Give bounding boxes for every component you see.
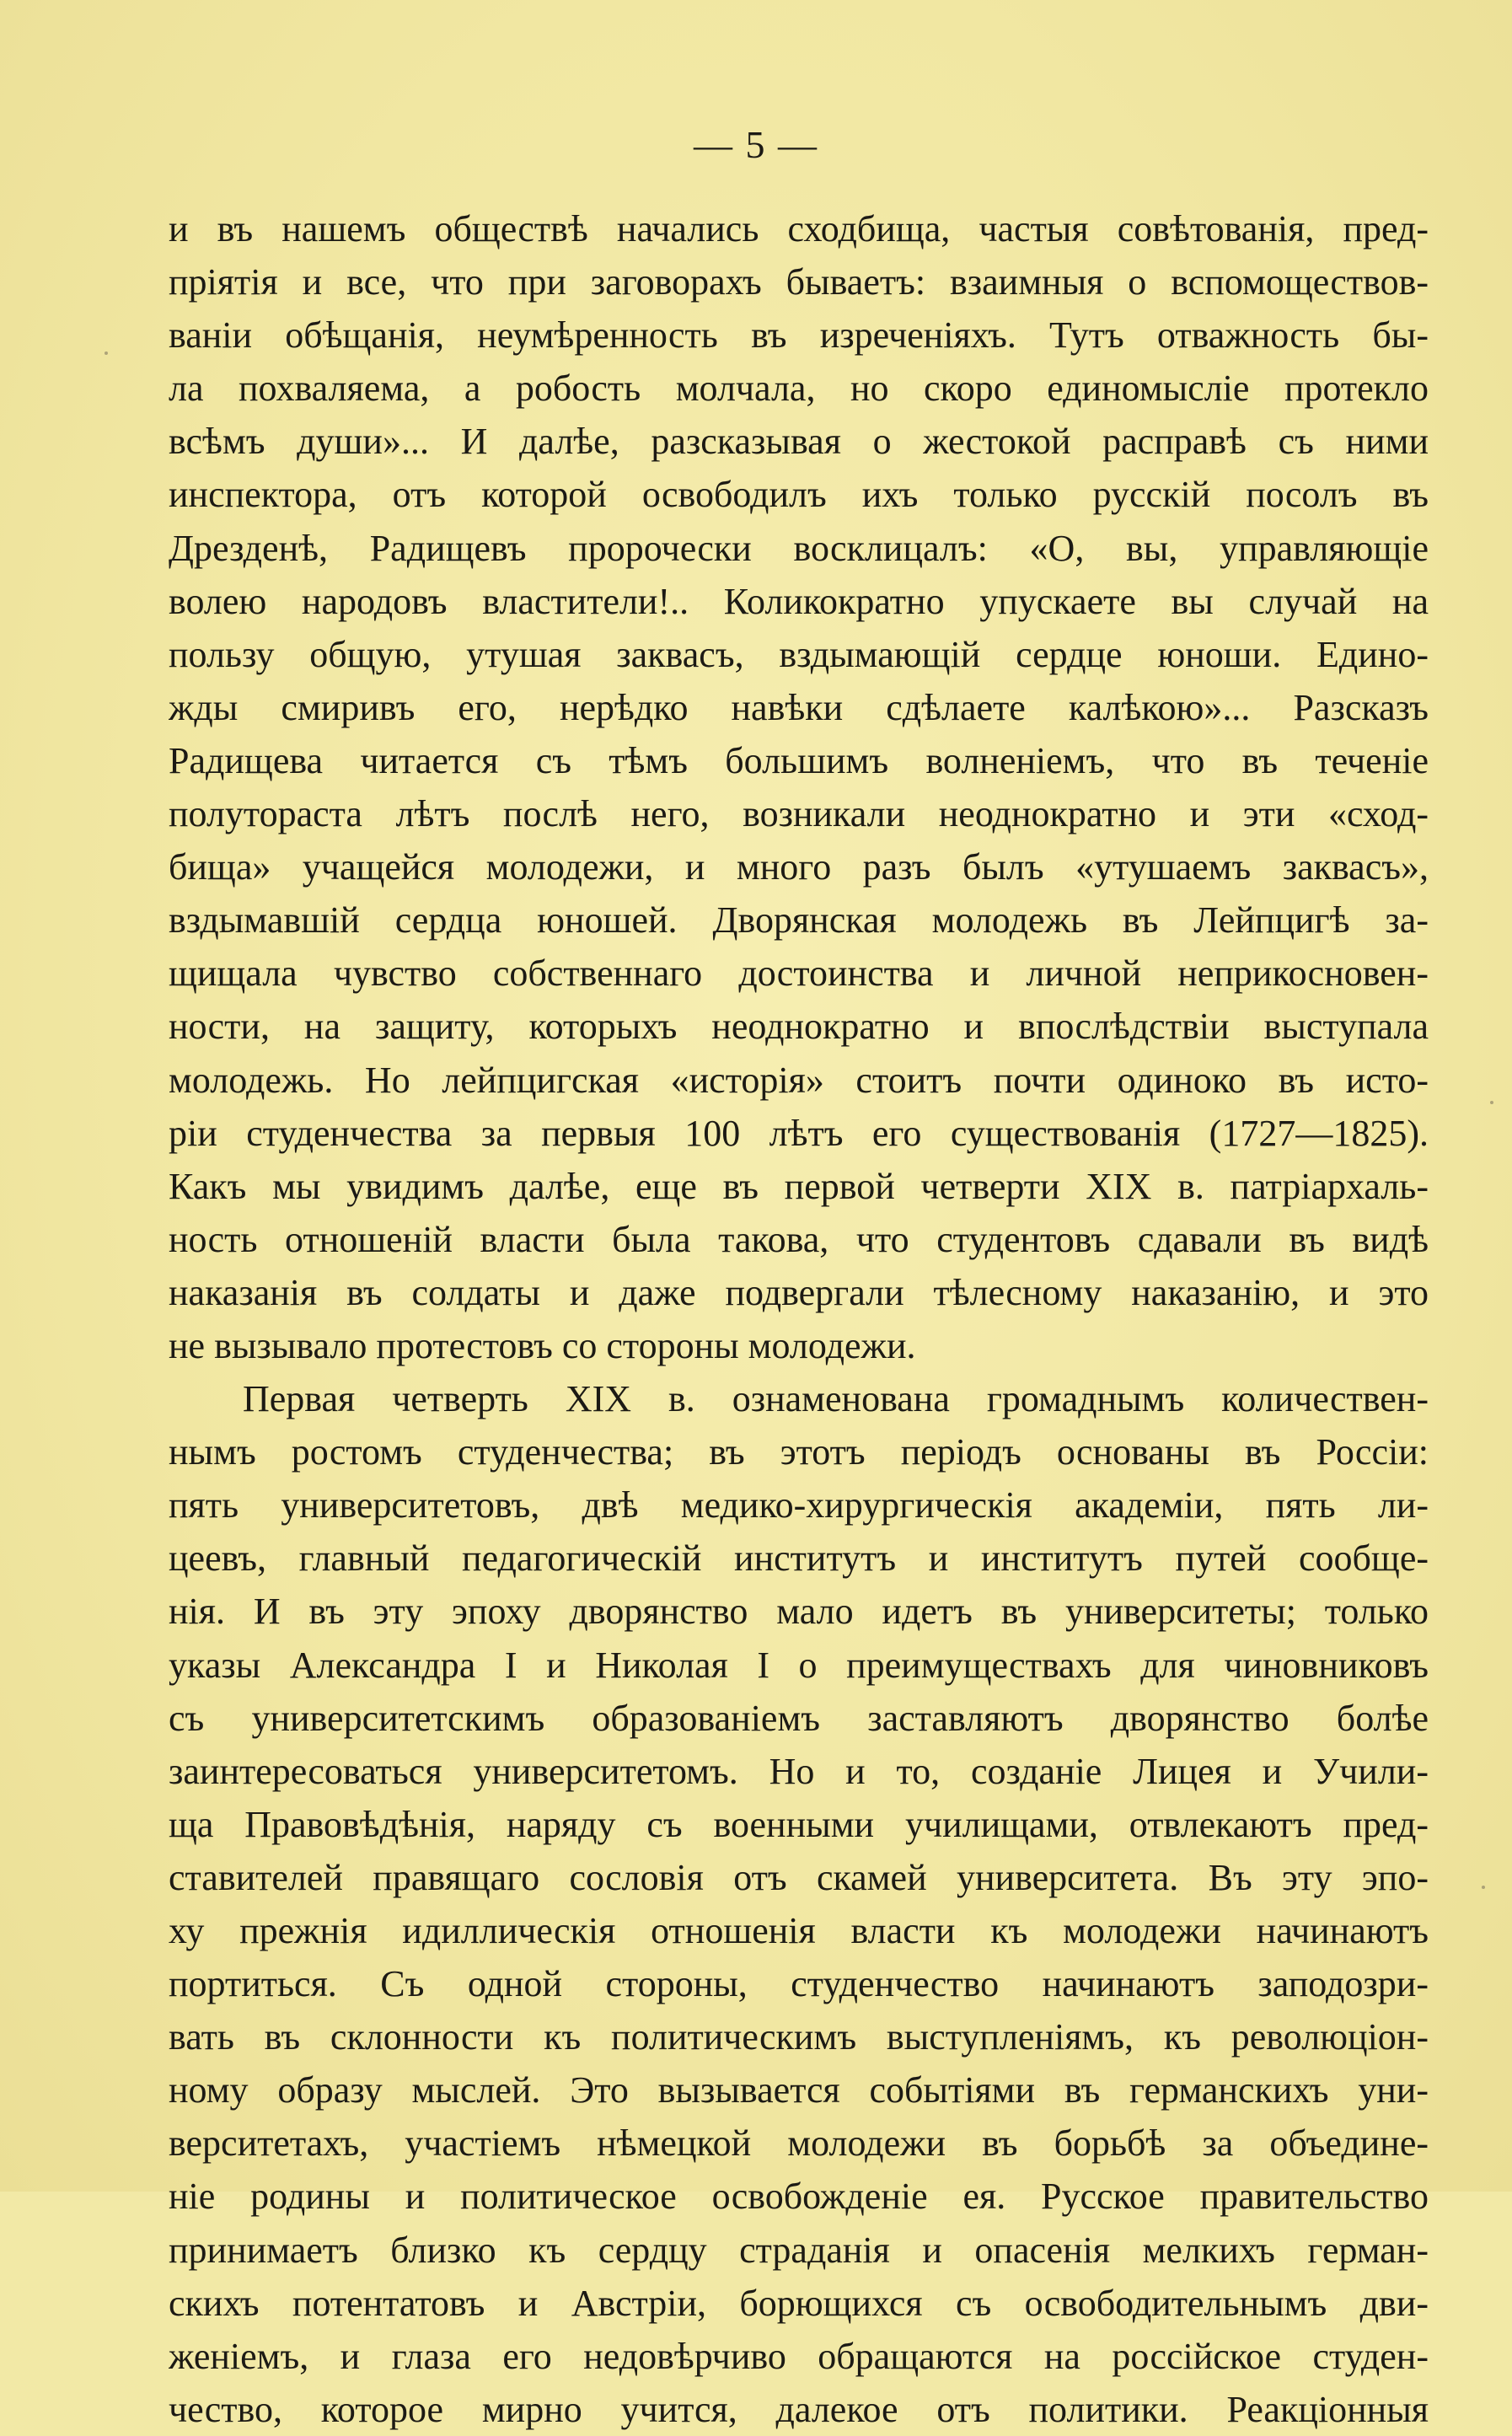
text-line: волею народовъ властители!.. Коликократно упускаете вы случай на xyxy=(169,580,1429,622)
text-line: съ университетскимъ образованіемъ заставляютъ дворянство болѣе xyxy=(169,1697,1429,1739)
text-line: нія. И въ эту эпоху дворянство мало идетъ въ университеты; только xyxy=(169,1591,1429,1633)
text-line: наказанія въ солдаты и даже подвергали тѣлесному наказанію, и это xyxy=(169,1271,1429,1313)
text-line: Радищева читается съ тѣмъ большимъ волненіемъ, что въ теченіе xyxy=(169,739,1429,781)
text-line: принимаетъ близко къ сердцу страданія и опасенія мелкихъ герман- xyxy=(169,2229,1429,2271)
paragraph-1 xyxy=(169,202,1429,1372)
text-line: Дрезденѣ, Радищевъ пророчески восклицалъ: «О, вы, управляющіе xyxy=(169,527,1429,569)
text-line: ставителей правящаго сословія отъ скамей университета. Въ эту эпо- xyxy=(169,1856,1429,1898)
text-line: жды смиривъ его, нерѣдко навѣки сдѣлаете калѣкою»... Разсказъ xyxy=(169,686,1429,728)
text-line: полутораста лѣтъ послѣ него, возникали неоднократно и эти «сход- xyxy=(169,793,1429,835)
text-line: вздымавшій сердца юношей. Дворянская молодежь въ Лейпцигѣ за- xyxy=(169,899,1429,942)
text-line: не вызывало протестовъ со стороны молодежи. xyxy=(169,1324,916,1366)
text-line: заинтересоваться университетомъ. Но и то, созданіе Лицея и Учили- xyxy=(169,1750,1429,1792)
text-line: Какъ мы увидимъ далѣе, еще въ первой четверти XIX в. патріархаль- xyxy=(169,1165,1429,1207)
text-line: и въ нашемъ обществѣ начались сходбища, частыя совѣтованія, пред- xyxy=(169,208,1429,250)
text-line: скихъ потентатовъ и Австріи, борющихся съ освободительнымъ дви- xyxy=(169,2282,1429,2324)
text-line: женіемъ, и глаза его недовѣрчиво обращаются на россійское студен- xyxy=(169,2335,1429,2377)
text-line: чество, которое мирно учится, далекое отъ политики. Реакціонныя xyxy=(169,2388,1429,2430)
text-line: ніе родины и политическое освобожденіе ея. Русское правительство xyxy=(169,2176,1429,2218)
text-line: всѣмъ души»... И далѣе, разсказывая о жестокой расправѣ съ ними xyxy=(169,421,1429,463)
text-line: указы Александра I и Николая I о преимуществахъ для чиновниковъ xyxy=(169,1644,1429,1686)
text-line: верситетахъ, участіемъ нѣмецкой молодежи въ борьбѣ за объедине- xyxy=(169,2122,1429,2165)
scan-speck xyxy=(1482,1886,1485,1889)
page-number: — 5 — xyxy=(694,123,818,166)
text-line: молодежь. Но лейпцигская «исторія» стоитъ почти одиноко въ исто- xyxy=(169,1059,1429,1101)
text-line: ла похваляема, а робость молчала, но скоро единомысліе протекло xyxy=(169,368,1429,410)
text-line: портиться. Съ одной стороны, студенчество начинаютъ заподозри- xyxy=(169,1963,1429,2005)
text-line: пріятія и все, что при заговорахъ бываетъ: взаимныя о вспомоществов- xyxy=(169,261,1429,303)
text-line: ху прежнія идиллическія отношенія власти къ молодежи начинаютъ xyxy=(169,1910,1429,1951)
text-line: ріи студенчества за первыя 100 лѣтъ его существованія (1727—1825). xyxy=(169,1112,1429,1154)
text-line: нымъ ростомъ студенчества; въ этотъ періодъ основаны въ Россіи: xyxy=(169,1431,1429,1473)
text-line: ность отношеній власти была такова, что студентовъ сдавали въ видѣ xyxy=(169,1218,1429,1260)
text-line: ща Правовѣдѣнія, наряду съ военными училищами, отвлекаютъ пред- xyxy=(169,1803,1429,1845)
text-line: цеевъ, главный педагогическій институтъ и институтъ путей сообще- xyxy=(169,1537,1429,1580)
text-line: ному образу мыслей. Это вызывается событіями въ германскихъ уни- xyxy=(169,2069,1429,2111)
text-line: Первая четверть XIX в. ознаменована громаднымъ количествен- xyxy=(243,1378,1429,1420)
text-line: бища» учащейся молодежи, и много разъ былъ «утушаемъ заквасъ», xyxy=(169,846,1429,888)
text-line: ности, на защиту, которыхъ неоднократно и впослѣдствіи выступала xyxy=(169,1006,1429,1048)
scan-speck xyxy=(1490,1101,1493,1104)
paragraph-2 xyxy=(169,1372,1429,2436)
text-line: щищала чувство собственнаго достоинства и личной неприкосновен- xyxy=(169,952,1429,995)
text-line: вать въ склонности къ политическимъ выступленіямъ, къ революціон- xyxy=(169,2016,1429,2058)
text-line: инспектора, отъ которой освободилъ ихъ только русскій посолъ въ xyxy=(169,474,1429,516)
text-line: пользу общую, утушая заквасъ, вздымающій сердце юноши. Едино- xyxy=(169,633,1429,675)
scan-speck xyxy=(105,351,108,355)
body-text xyxy=(169,202,1429,2436)
text-line: ваніи обѣщанія, неумѣренность въ изреченіяхъ. Тутъ отважность бы- xyxy=(169,314,1429,357)
text-line: пять университетовъ, двѣ медико-хирургическія академіи, пять ли- xyxy=(169,1484,1429,1527)
